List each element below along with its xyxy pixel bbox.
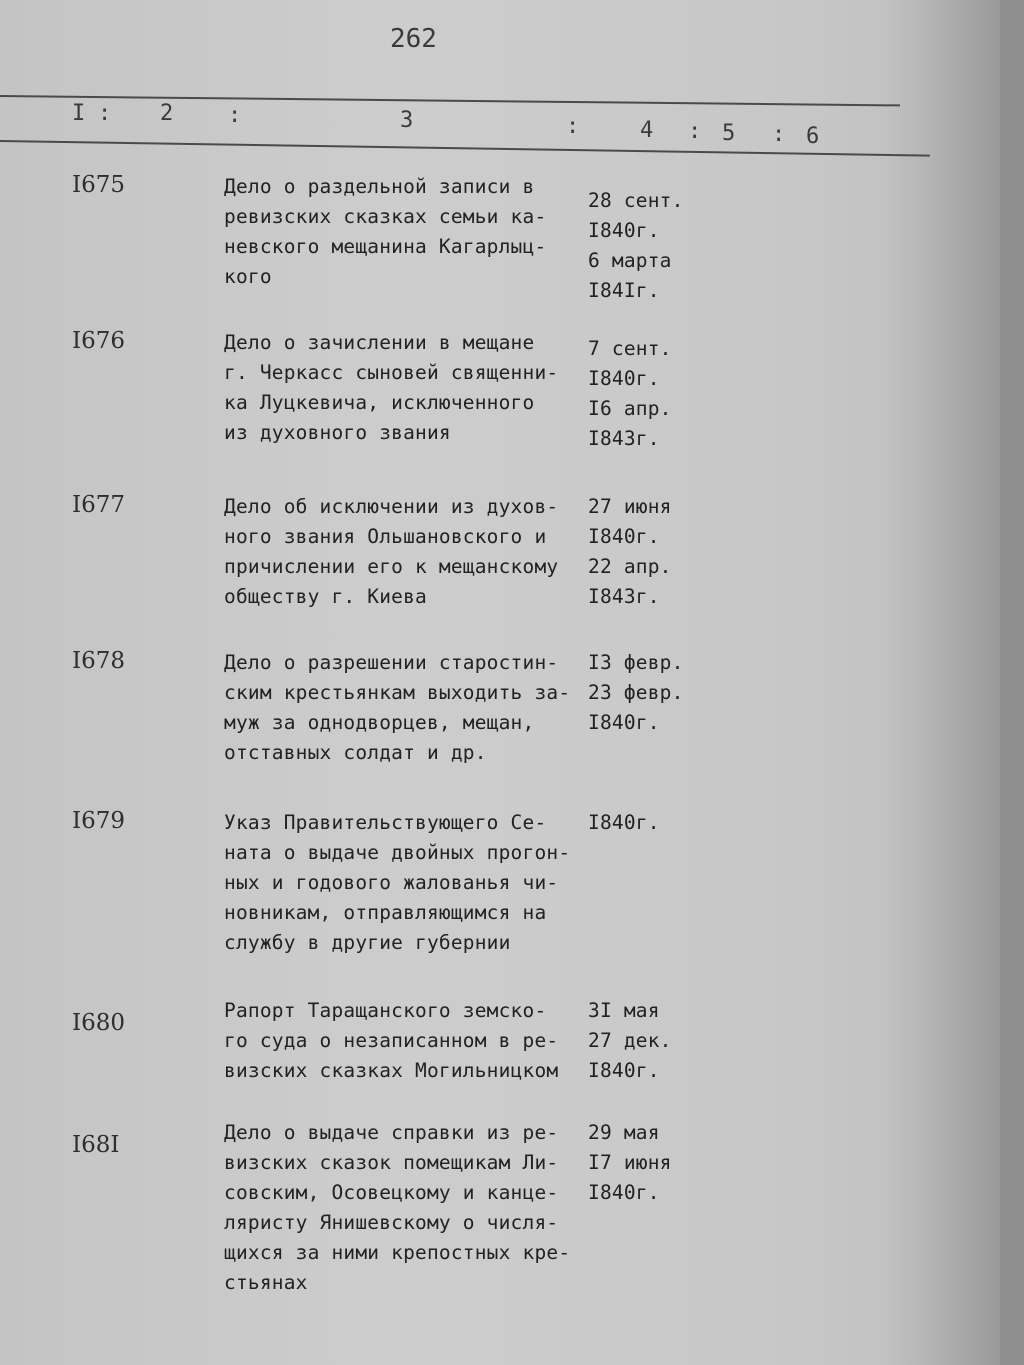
header-col-3: 3 xyxy=(400,108,414,133)
entry-description xyxy=(224,172,594,292)
desc-line: совским, Осовецкому и канце- xyxy=(224,1181,559,1204)
date-line: I6 апр. xyxy=(588,397,672,420)
header-separator: : xyxy=(688,119,702,144)
header-col-6: 6 xyxy=(806,124,820,149)
entry-number: I677 xyxy=(72,492,125,518)
desc-line: визских сказках Могильницком xyxy=(224,1059,559,1082)
entry-description xyxy=(224,492,594,612)
date-line: I840г. xyxy=(588,1059,660,1082)
desc-line: ната о выдаче двойных прогон- xyxy=(224,841,571,864)
entry-dates xyxy=(588,808,718,838)
entry-dates xyxy=(588,492,718,612)
header-col-1: I xyxy=(72,101,86,126)
desc-line: ного звания Ольшановского и xyxy=(224,525,547,548)
desc-line: службу в другие губернии xyxy=(224,931,511,954)
date-line: I3 февр. xyxy=(588,651,684,674)
date-line: 29 мая xyxy=(588,1121,660,1144)
date-line: I843г. xyxy=(588,427,660,450)
desc-line: из духовного звания xyxy=(224,421,451,444)
entry-number: I68I xyxy=(72,1132,120,1158)
desc-line: ским крестьянкам выходить за- xyxy=(224,681,571,704)
entry-dates xyxy=(588,334,718,454)
entry-description xyxy=(224,1118,594,1298)
desc-line: невского мещанина Кагарлыц- xyxy=(224,235,547,258)
header-rule-bottom xyxy=(0,140,930,157)
desc-line: Дело о выдаче справки из ре- xyxy=(224,1121,559,1144)
desc-line: Дело о разрешении старостин- xyxy=(224,651,559,674)
entry-number: I675 xyxy=(72,172,125,198)
desc-line: отставных солдат и др. xyxy=(224,741,487,764)
date-line: I840г. xyxy=(588,367,660,390)
header-col-2: 2 xyxy=(160,101,174,126)
date-line: I840г. xyxy=(588,219,660,242)
desc-line: кого xyxy=(224,265,272,288)
entry-number: I680 xyxy=(72,1010,125,1036)
entry-number: I678 xyxy=(72,648,125,674)
entry-dates xyxy=(588,996,718,1086)
date-line: 23 февр. xyxy=(588,681,684,704)
header-separator: : xyxy=(98,101,112,126)
desc-line: стьянах xyxy=(224,1271,308,1294)
date-line: 3I мая xyxy=(588,999,660,1022)
entry-number: I676 xyxy=(72,328,125,354)
desc-line: причислении его к мещанскому xyxy=(224,555,559,578)
header-rule-top xyxy=(0,95,900,106)
date-line: 7 сент. xyxy=(588,337,672,360)
desc-line: новникам, отправляющимся на xyxy=(224,901,547,924)
desc-line: Рапорт Таращанского земско- xyxy=(224,999,547,1022)
header-separator: : xyxy=(772,122,786,147)
header-separator: : xyxy=(566,114,580,139)
desc-line: ка Луцкевича, исключенного xyxy=(224,391,535,414)
desc-line: г. Черкасс сыновей священни- xyxy=(224,361,559,384)
entry-dates xyxy=(588,186,718,306)
desc-line: Дело об исключении из духов- xyxy=(224,495,559,518)
date-line: 6 марта xyxy=(588,249,672,272)
date-line: I840г. xyxy=(588,811,660,834)
entry-description xyxy=(224,328,594,448)
page-edge-shadow xyxy=(880,0,1000,1365)
header-col-4: 4 xyxy=(640,118,654,143)
entry-number: I679 xyxy=(72,808,125,834)
header-col-5: 5 xyxy=(722,121,736,146)
header-separator: : xyxy=(228,103,242,128)
date-line: 27 июня xyxy=(588,495,672,518)
date-line: 28 сент. xyxy=(588,189,684,212)
desc-line: Дело о зачислении в мещане xyxy=(224,331,535,354)
date-line: I7 июня xyxy=(588,1151,672,1174)
date-line: I840г. xyxy=(588,711,660,734)
entry-dates xyxy=(588,648,718,738)
entry-dates xyxy=(588,1118,718,1208)
entry-description xyxy=(224,648,594,768)
desc-line: ляристу Янишевскому о числя- xyxy=(224,1211,559,1234)
desc-line: го суда о незаписанном в ре- xyxy=(224,1029,559,1052)
desc-line: Дело о раздельной записи в xyxy=(224,175,535,198)
desc-line: визских сказок помещикам Ли- xyxy=(224,1151,559,1174)
desc-line: ных и годового жалованья чи- xyxy=(224,871,559,894)
date-line: 22 апр. xyxy=(588,555,672,578)
desc-line: ревизских сказках семьи ка- xyxy=(224,205,547,228)
entry-description xyxy=(224,996,594,1086)
date-line: 27 дек. xyxy=(588,1029,672,1052)
entry-description xyxy=(224,808,594,958)
desc-line: щихся за ними крепостных кре- xyxy=(224,1241,571,1264)
date-line: I840г. xyxy=(588,1181,660,1204)
desc-line: Указ Правительствующего Се- xyxy=(224,811,547,834)
date-line: I84Iг. xyxy=(588,279,660,302)
date-line: I840г. xyxy=(588,525,660,548)
desc-line: муж за однодворцев, мещан, xyxy=(224,711,535,734)
desc-line: обществу г. Киева xyxy=(224,585,427,608)
date-line: I843г. xyxy=(588,585,660,608)
page-number: 262 xyxy=(390,24,437,54)
